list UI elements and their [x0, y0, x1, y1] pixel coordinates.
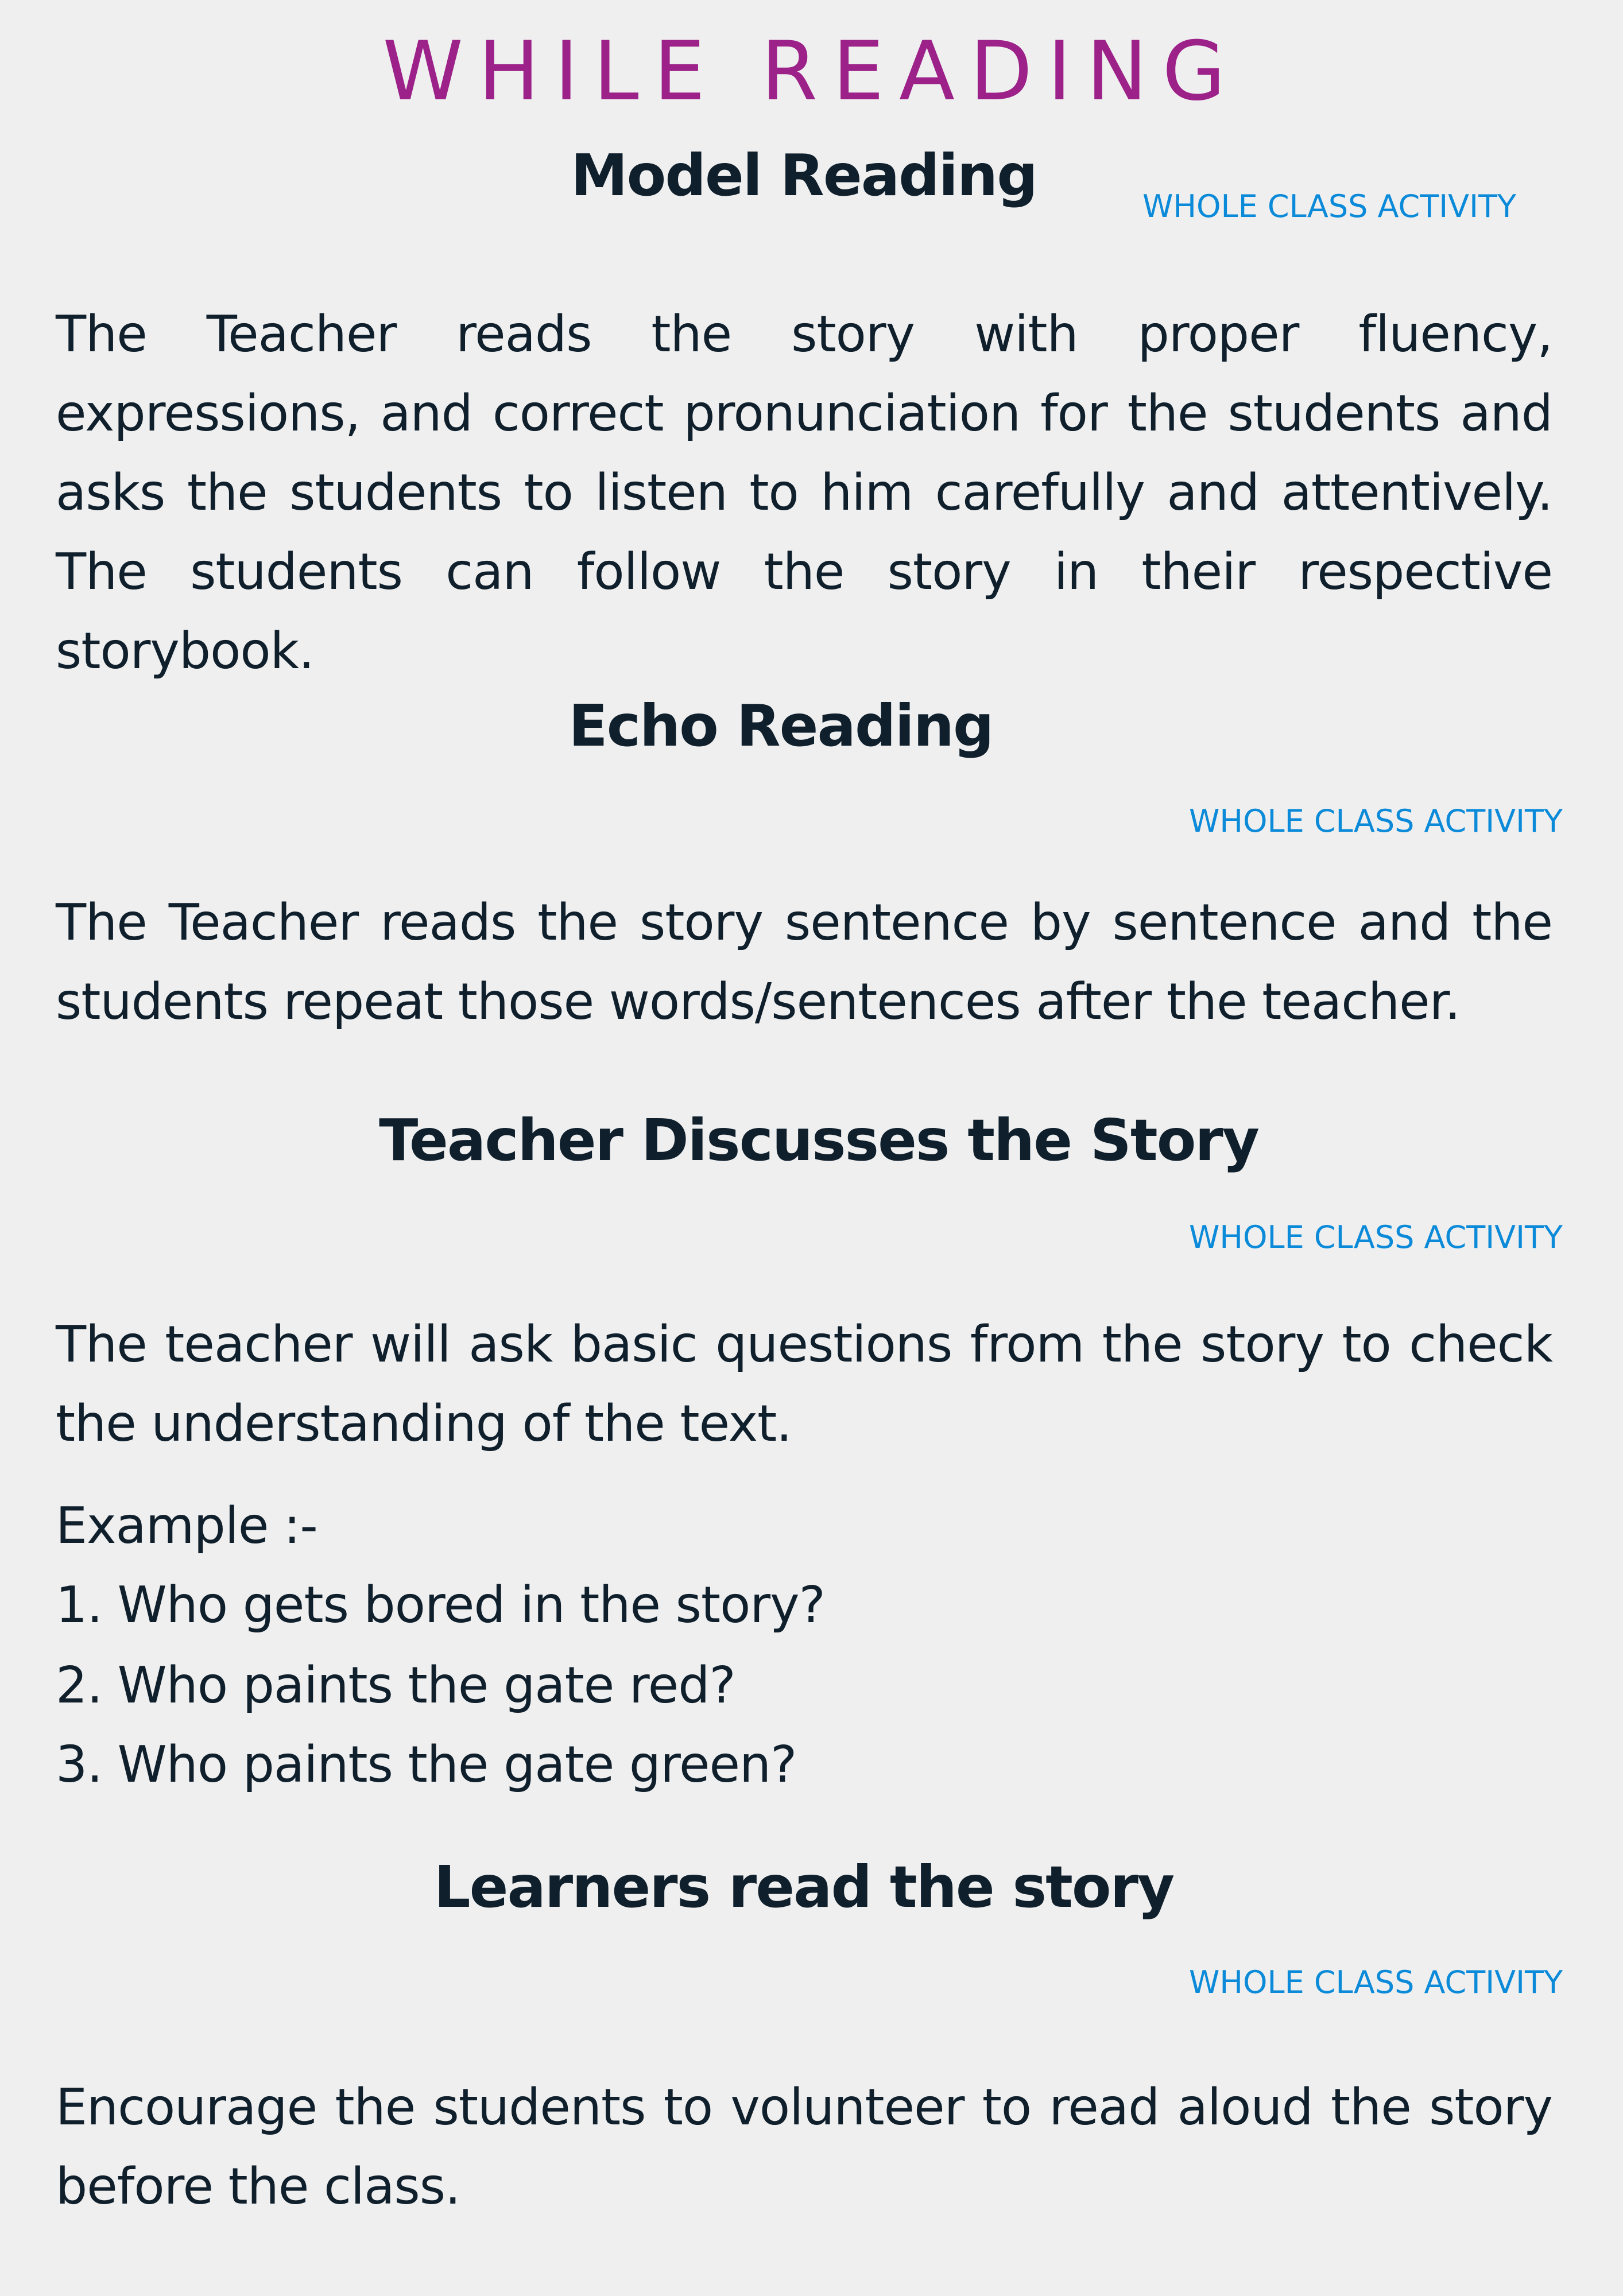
- question-item: 3. Who paints the gate green?: [56, 1735, 797, 1794]
- section-heading-learners-read: Learners read the story: [433, 1853, 1174, 1921]
- section-text-echo-reading: The Teacher reads the story sentence by sentence and the students repeat those words/sentences after the teacher.: [56, 893, 1552, 1031]
- example-label: Example :-: [56, 1496, 317, 1555]
- question-item: 2. Who paints the gate red?: [56, 1656, 735, 1715]
- activity-tag: WHOLE CLASS ACTIVITY: [1142, 188, 1517, 224]
- page-title: WHILE READING: [382, 24, 1241, 119]
- activity-tag: WHOLE CLASS ACTIVITY: [1188, 803, 1563, 839]
- section-text-model-reading: The Teacher reads the story with proper fluency, expressions, and correct pronunciation for the students and asks the students to listen to him carefully and attentively. The students can follow the story in their respective storybook.: [56, 305, 1552, 680]
- section-heading-teacher-discusses: Teacher Discusses the Story: [379, 1107, 1258, 1174]
- activity-tag: WHOLE CLASS ACTIVITY: [1188, 1964, 1563, 2000]
- question-item: 1. Who gets bored in the story?: [56, 1576, 825, 1634]
- activity-tag: WHOLE CLASS ACTIVITY: [1188, 1219, 1563, 1255]
- section-heading-model-reading: Model Reading: [571, 142, 1037, 209]
- section-heading-echo-reading: Echo Reading: [568, 692, 993, 759]
- section-text-learners-read: Encourage the students to volunteer to read aloud the story before the class.: [56, 2078, 1552, 2216]
- section-text-teacher-discusses: The teacher will ask basic questions from the story to check the understanding of the text.: [56, 1315, 1552, 1453]
